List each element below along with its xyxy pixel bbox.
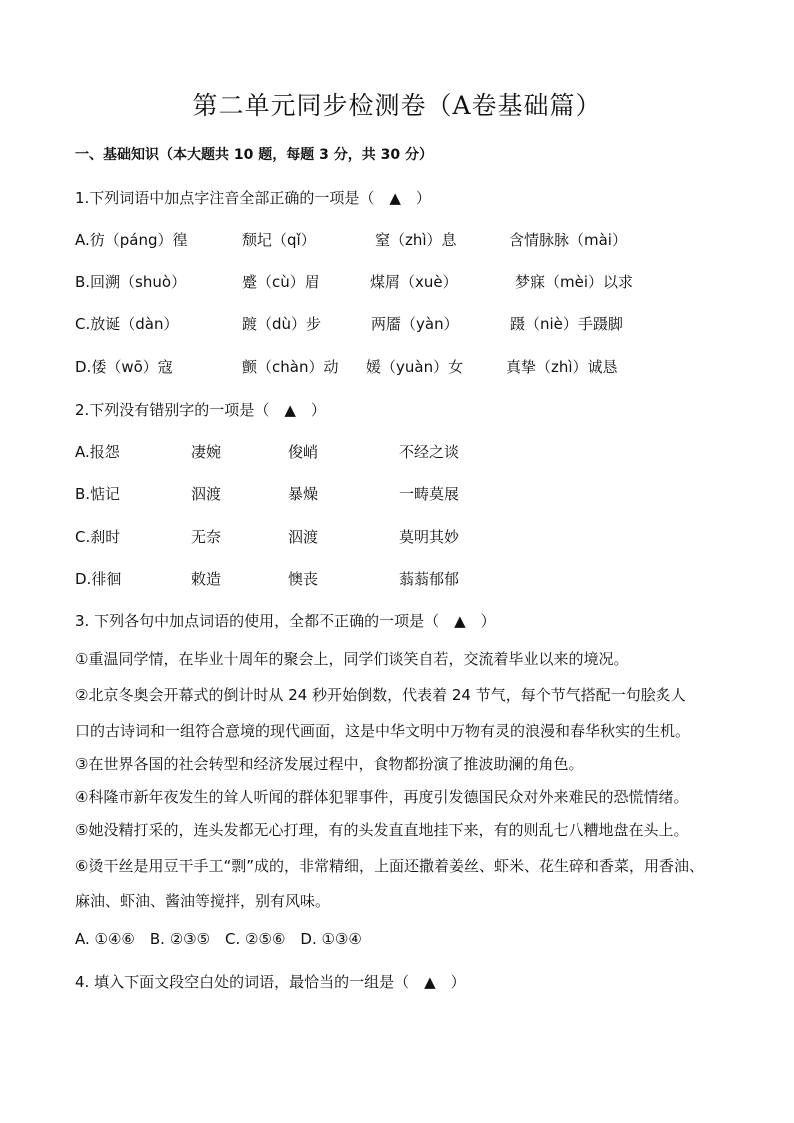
question-2-stem: 2.下列没有错别字的一项是（ ▲ ） — [75, 401, 326, 419]
q2-c-term-4: 莫明其妙 — [399, 528, 460, 546]
q3-sentence-5: ⑤她没精打采的，连头发都无心打理，有的头发直直地挂下来，有的则乱七八糟地盘在头上。 — [75, 821, 689, 839]
q3-sentence-2-cont: 口的古诗词和一组符合意境的现代画面，这是中华文明中万物有灵的浪漫和春华秋实的生机。 — [75, 722, 691, 740]
page-title: 第二单元同步检测卷（A卷基础篇） — [192, 91, 602, 120]
q3-sentence-4: ④科隆市新年夜发生的耸人听闻的群体犯罪事件，再度引发德国民众对外来难民的恐慌情绪。 — [75, 788, 689, 806]
q2-a-term-4: 不经之谈 — [399, 443, 460, 461]
q2-a-term-2: 凄婉 — [191, 443, 222, 461]
q1-c-term-1: C.放诞（dàn） — [75, 315, 179, 333]
question-3-stem: 3. 下列各句中加点词语的使用，全都不正确的一项是（ ▲ ） — [75, 612, 496, 630]
q1-d-term-3: 媛（yuàn）女 — [366, 358, 464, 376]
q1-b-term-1: B.回溯（shuò） — [75, 273, 187, 291]
q3-answer-options: A. ①④⑥ B. ②③⑤ C. ②⑤⑥ D. ①③④ — [75, 930, 362, 948]
q2-a-term-3: 俊峭 — [288, 443, 319, 461]
q2-b-term-4: 一畴莫展 — [399, 485, 460, 503]
q1-b-term-3: 煤屑（xuè） — [370, 273, 458, 291]
q1-c-term-4: 蹑（niè）手蹑脚 — [510, 315, 623, 333]
question-1-stem: 1.下列词语中加点字注音全部正确的一项是（ ▲ ） — [75, 189, 431, 207]
question-4-stem: 4. 填入下面文段空白处的词语，最恰当的一组是（ ▲ ） — [75, 973, 466, 991]
q1-b-term-4: 梦寐（mèi）以求 — [515, 273, 634, 291]
section-heading: 一、基础知识（本大题共 10 题，每题 3 分，共 30 分） — [75, 147, 433, 163]
q2-c-term-1: C.刹时 — [75, 528, 121, 546]
q1-c-term-3: 两靥（yàn） — [371, 315, 459, 333]
q2-d-term-1: D.徘徊 — [75, 570, 122, 588]
q3-sentence-6-cont: 麻油、虾油、酱油等搅拌，别有风味。 — [75, 892, 331, 910]
q2-c-term-2: 无奈 — [191, 528, 222, 546]
q2-b-term-2: 泅渡 — [191, 485, 222, 503]
q1-a-term-3: 窒（zhì）息 — [375, 231, 457, 249]
q3-sentence-6: ⑥烫干丝是用豆干手工“剽”成的，非常精细，上面还撒着姜丝、虾米、花生碎和香菜，用香油、 — [75, 857, 704, 875]
q2-b-term-1: B.惦记 — [75, 485, 121, 503]
q1-a-term-4: 含情脉脉（mài） — [509, 231, 627, 249]
q2-a-term-1: A.报怨 — [75, 443, 120, 461]
q2-d-term-2: 敕造 — [191, 570, 222, 588]
q1-d-term-1: D.倭（wō）寇 — [75, 358, 173, 376]
q3-sentence-3: ③在世界各国的社会转型和经济发展过程中，食物都扮演了推波助澜的角色。 — [75, 755, 584, 773]
q3-sentence-1: ①重温同学情，在毕业十周年的聚会上，同学们谈笑自若，交流着毕业以来的境况。 — [75, 650, 629, 668]
q2-c-term-3: 泅渡 — [288, 528, 319, 546]
q1-b-term-2: 蹙（cù）眉 — [242, 273, 320, 291]
q1-a-term-2: 颓圮（qǐ） — [242, 231, 316, 249]
q2-d-term-3: 懊丧 — [288, 570, 319, 588]
q2-d-term-4: 蓊蓊郁郁 — [399, 570, 460, 588]
q1-c-term-2: 踱（dù）步 — [242, 315, 322, 333]
q2-b-term-3: 暴燥 — [288, 485, 319, 503]
q3-sentence-2: ②北京冬奥会开幕式的倒计时从 24 秒开始倒数，代表着 24 节气，每个节气搭配一句脍炙人 — [75, 686, 686, 704]
q1-d-term-2: 颤（chàn）动 — [242, 358, 339, 376]
q1-a-term-1: A.彷（páng）徨 — [75, 231, 188, 249]
q1-d-term-4: 真挚（zhì）诚恳 — [506, 358, 618, 376]
